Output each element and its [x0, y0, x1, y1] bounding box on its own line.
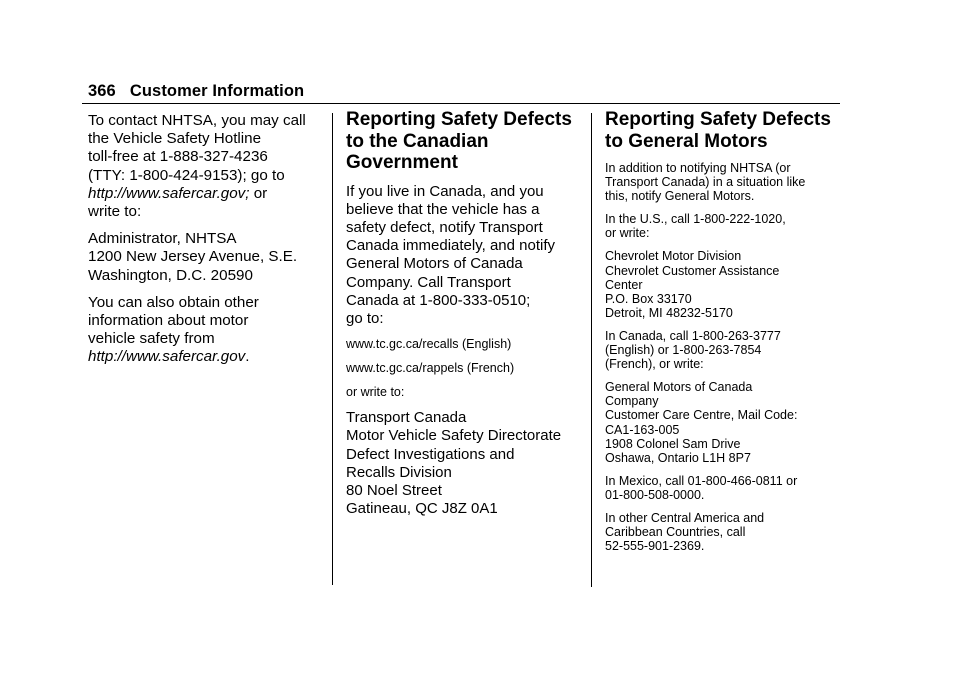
canada-section-heading: Reporting Safety Defects to the Canadian Government [346, 109, 572, 173]
safercar-link-2[interactable]: http://www.safercar.gov [88, 348, 246, 366]
column-divider-left [332, 113, 333, 585]
tc-recalls-url[interactable]: www.tc.gc.ca/recalls (English) [346, 337, 512, 352]
header-rule [82, 103, 840, 104]
gm-canada-address: General Motors of Canada Company Customer Care Centre, Mail Code: CA1-163-005 1908 Colonel Sam Drive Oshawa, Ontario L1H 8P7 [605, 380, 798, 465]
nhtsa-contact-paragraph: To contact NHTSA, you may call the Vehicle Safety Hotline toll-free at 1-888-327-4236 (TTY: 1-800-424-9153); go to http://www.safercar.gov; or write to: [88, 112, 306, 221]
page-header [88, 82, 304, 101]
column-canadian-government [346, 109, 586, 527]
gm-mexico-paragraph: In Mexico, call 01-800-466-0811 or 01-800-508-0000. [605, 473, 798, 502]
gm-us-address: Chevrolet Motor Division Chevrolet Customer Assistance Center P.O. Box 33170 Detroit, MI 48232-5170 [605, 249, 780, 320]
column-nhtsa [88, 112, 328, 376]
transport-canada-address: Transport Canada Motor Vehicle Safety Directorate Defect Investigations and Recalls Division 80 Noel Street Gatineau, QC J8Z 0A1 [346, 409, 562, 518]
page-number: 366 [88, 82, 116, 100]
gm-intro-paragraph: In addition to notifying NHTSA (or Transport Canada) in a situation like this, notify General Motors. [605, 161, 806, 204]
column-general-motors [605, 109, 845, 562]
column-divider-right [591, 113, 592, 587]
or-write-to: or write to: [346, 385, 405, 400]
safercar-link[interactable]: http://www.safercar.gov; [88, 184, 250, 202]
canada-intro-paragraph: If you live in Canada, and you believe that the vehicle has a safety defect, notify Transport Canada immediately, and notify General Motors of Canada Company. Call Transport Canada at 1-800-333-0510; go to: [346, 182, 556, 327]
nhtsa-info-paragraph: You can also obtain other information about motor vehicle safety from http://www.safercar.gov. [88, 293, 259, 366]
gm-canada-paragraph: In Canada, call 1-800-263-3777 (English) or 1-800-263-7854 (French), or write: [605, 328, 781, 372]
tc-rappels-url[interactable]: www.tc.gc.ca/rappels (French) [346, 361, 515, 376]
nhtsa-address: Administrator, NHTSA 1200 New Jersey Avenue, S.E. Washington, D.C. 20590 [88, 230, 298, 284]
gm-section-heading: Reporting Safety Defects to General Motors [605, 109, 831, 152]
gm-us-paragraph: In the U.S., call 1-800-222-1020, or write: [605, 212, 786, 241]
gm-other-paragraph: In other Central America and Caribbean Countries, call 52-555-901-2369. [605, 510, 765, 554]
section-title: Customer Information [129, 82, 305, 100]
